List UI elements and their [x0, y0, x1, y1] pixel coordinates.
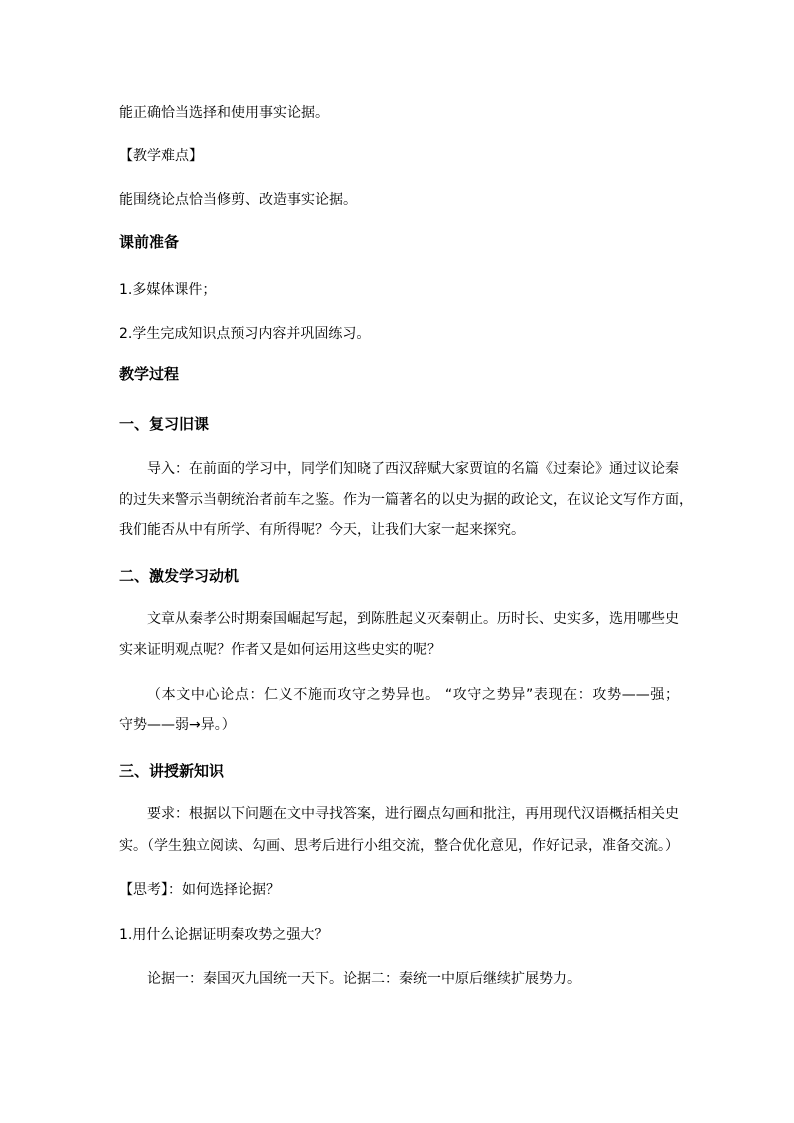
- thinking-heading: 【思考】：如何选择论据？: [119, 882, 280, 898]
- preparation-item-1: 1.多媒体课件；: [119, 282, 217, 298]
- difficulty-heading: 【教学难点】: [119, 148, 203, 164]
- requirement-paragraph-line-2: 实。（学生独立阅读、勾画、思考后进行小组交流，整合优化意见，作好记录，准备交流。）: [119, 838, 679, 854]
- intro-paragraph-line-2: 的过失来警示当朝统治者前车之鉴。作为一篇著名的以史为据的政论文，在议论文写作方面，: [119, 492, 693, 508]
- difficulty-text: 能围绕论点恰当修剪、改造事实论据。: [119, 192, 357, 208]
- evidence-text: 论据一：秦国灭九国统一天下。论据二：秦统一中原后继续扩展势力。: [147, 971, 581, 987]
- intro-paragraph-line-1: 导入：在前面的学习中，同学们知晓了西汉辞赋大家贾谊的名篇《过秦论》通过议论秦: [147, 461, 679, 477]
- thesis-note-line-1: （本文中心论点：仁义不施而攻守之势异也。 “攻守之势异”表现在：攻势——强；: [147, 687, 679, 703]
- intro-paragraph-line-3: 我们能否从中有所学、有所得呢？今天，让我们大家一起来探究。: [119, 522, 525, 538]
- preparation-item-2: 2.学生完成知识点预习内容并巩固练习。: [119, 326, 371, 342]
- motivation-paragraph-line-1: 文章从秦孝公时期秦国崛起写起，到陈胜起义灭秦朝止。历时长、史实多，选用哪些史: [147, 611, 679, 627]
- section-review-heading: 一、复习旧课: [119, 415, 210, 433]
- section-new-knowledge-heading: 三、讲授新知识: [119, 762, 225, 780]
- motivation-paragraph-line-2: 实来证明观点呢？作者又是如何运用这些史实的呢？: [119, 642, 441, 658]
- section-motivation-heading: 二、激发学习动机: [119, 567, 240, 585]
- requirement-paragraph-line-1: 要求：根据以下问题在文中寻找答案，进行圈点勾画和批注，再用现代汉语概括相关史: [147, 806, 679, 822]
- objective-text: 能正确恰当选择和使用事实论据。: [119, 105, 329, 121]
- preparation-heading: 课前准备: [119, 233, 180, 251]
- question-1: 1.用什么论据证明秦攻势之强大？: [119, 927, 329, 943]
- process-heading: 教学过程: [119, 365, 180, 383]
- thesis-note-line-2: 守势——弱→异。）: [119, 717, 236, 733]
